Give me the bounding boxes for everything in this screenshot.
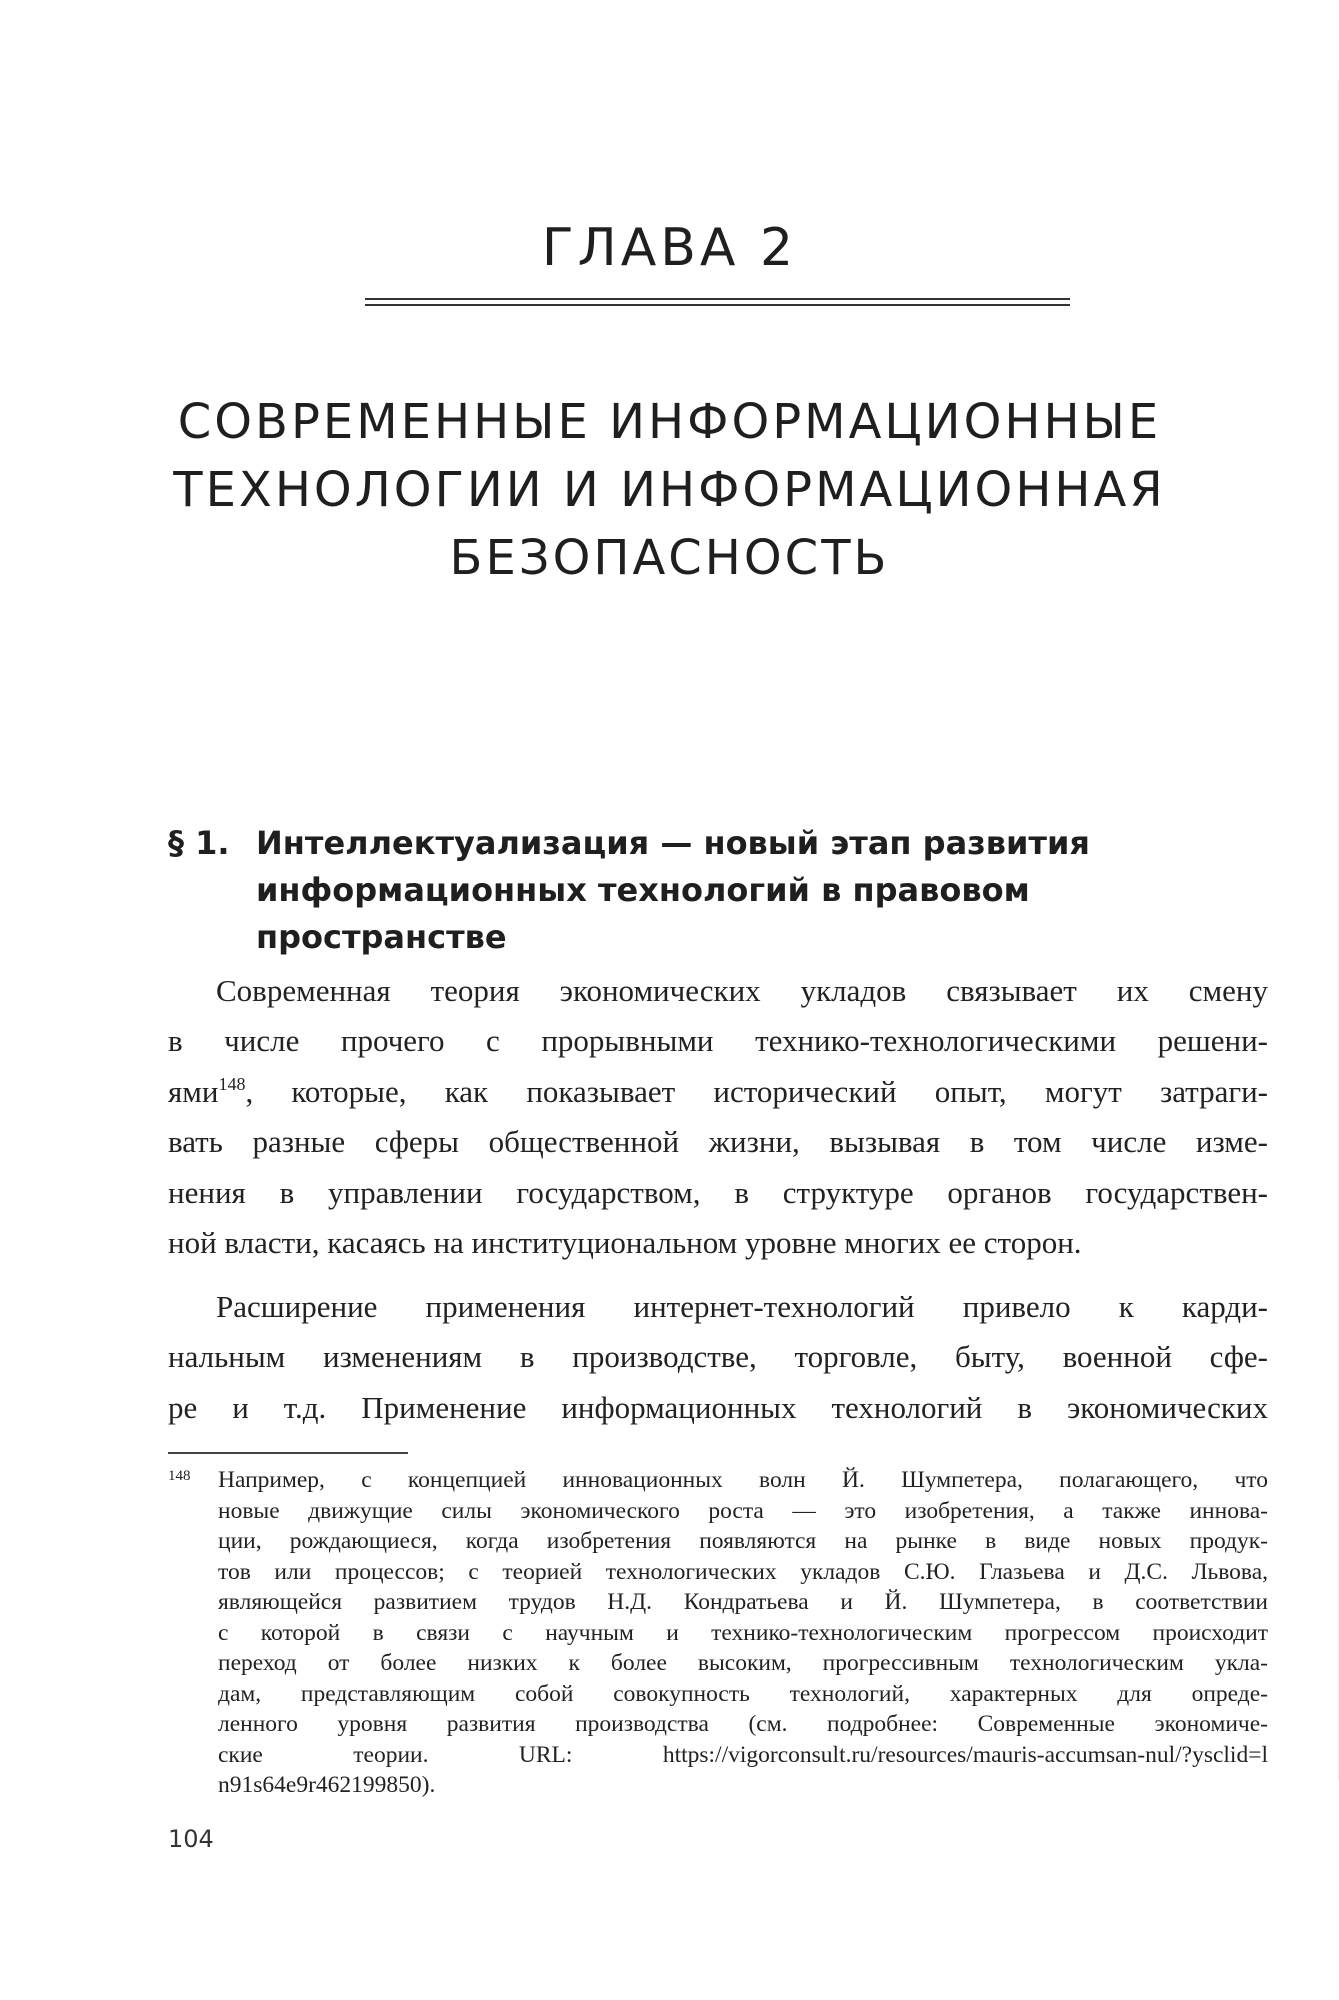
footnote-line: ции, рождающиеся, когда изобретения появляются на рынке в виде новых продук- <box>218 1528 1268 1554</box>
footnote-line: дам, представляющим собой совокупность технологий, характерных для опреде- <box>218 1680 1268 1707</box>
footnote-line: Например, с концепцией инновационных волн Й. Шумпетера, полагающего, что <box>218 1467 1268 1493</box>
text-line: в числе прочего с прорывными технико-технологическими решени- <box>168 1023 1268 1059</box>
footnote-line: являющейся развитием трудов Н.Д. Кондратьева и Й. Шумпетера, в соответствии <box>218 1589 1268 1615</box>
chapter-title-line: ТЕХНОЛОГИИ И ИНФОРМАЦИОННАЯ <box>173 462 1166 518</box>
footnote-line: новые движущие силы экономического роста — это изобретения, а также иннова- <box>218 1497 1268 1524</box>
chapter-rule-bottom <box>365 304 1070 306</box>
text-line: Современная теория экономических укладов связывает их смену <box>216 973 1268 1008</box>
section-number: § 1. <box>168 824 230 862</box>
section-title-line: Интеллектуализация — новый этап развития <box>256 824 1090 862</box>
text-line: нения в управлении государством, в структуре органов государствен- <box>168 1174 1268 1210</box>
text-line: нальным изменениям в производстве, торговле, быту, военной сфе- <box>168 1339 1268 1375</box>
footnote-line: ские теории. URL: https://vigorconsult.ru/resources/mauris-accumsan-nul/?ysclid=l <box>218 1741 1268 1768</box>
footnote-line: с которой в связи с научным и технико-технологическим прогрессом происходит <box>218 1619 1268 1646</box>
chapter-heading: ГЛАВА 2 <box>541 218 798 278</box>
page-number: 104 <box>168 1825 214 1853</box>
section-title-line: информационных технологий в правовом <box>256 871 1030 909</box>
footnote-mark: 148 <box>168 1468 191 1484</box>
footnote-line: n91s64e9r462199850). <box>218 1772 436 1798</box>
chapter-rule-top <box>365 298 1070 300</box>
text-line: Расширение применения интернет-технологий привело к карди- <box>216 1289 1268 1324</box>
footnote-separator <box>168 1452 408 1454</box>
text-line: ре и т.д. Применение информационных технологий в экономических <box>168 1389 1268 1425</box>
text-line: ями$^{148}$, которые, как показывает исторический опыт, могут затраги- <box>168 1073 1268 1109</box>
paragraph-1 <box>168 966 1268 1268</box>
chapter-title-line: СОВРЕМЕННЫЕ ИНФОРМАЦИОННЫЕ <box>177 394 1162 450</box>
text-line: вать разные сферы общественной жизни, вызывая в том числе изме- <box>168 1124 1268 1160</box>
chapter-title-line: БЕЗОПАСНОСТЬ <box>449 530 890 586</box>
section-title-line: пространстве <box>256 918 507 956</box>
paragraph-2 <box>168 1282 1268 1433</box>
footnote-reference[interactable]: 148 <box>218 1073 246 1094</box>
footnote-line: переход от более низких к более высоким, прогрессивным технологическим укла- <box>218 1650 1268 1676</box>
footnote-line: тов или процессов; с теорией технологических укладов С.Ю. Глазьева и Д.С. Львова, <box>218 1558 1268 1585</box>
chapter-title <box>100 388 1239 592</box>
footnote-line: ленного уровня развития производства (см. подробнее: Современные экономиче- <box>218 1711 1268 1737</box>
text-line: ной власти, касаясь на институциональном уровне многих ее сторон. <box>168 1225 1082 1261</box>
